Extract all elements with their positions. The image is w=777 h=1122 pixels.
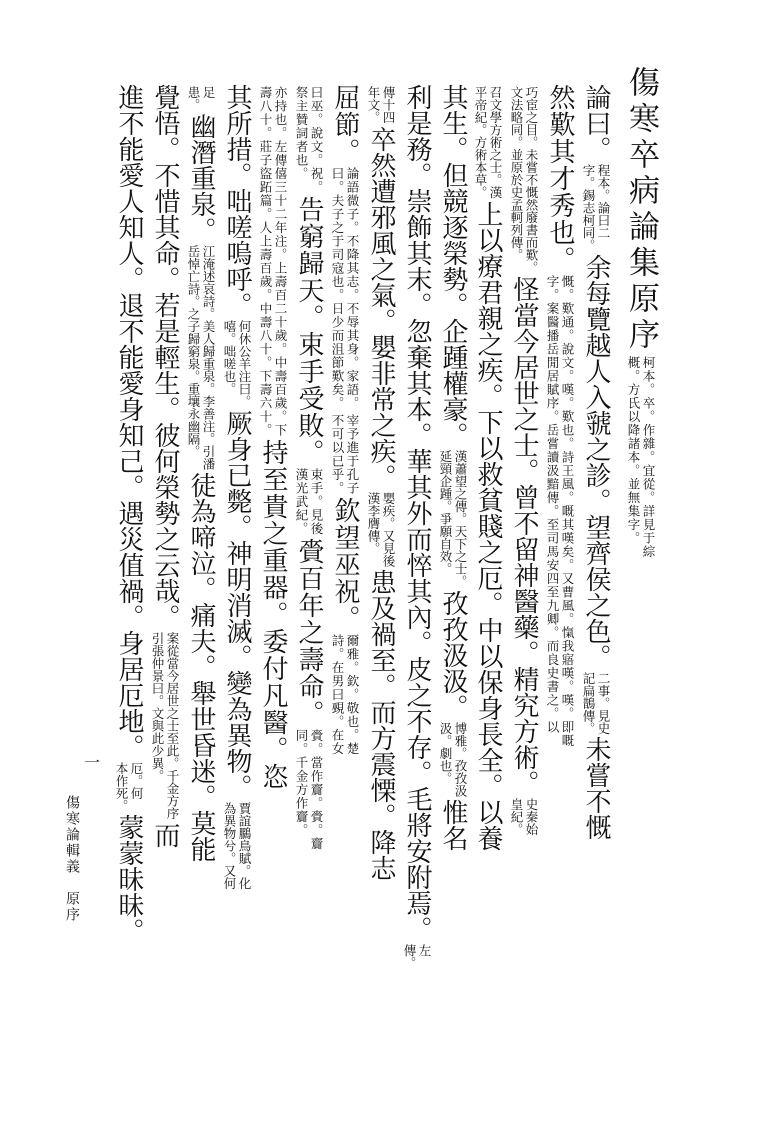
annotation-line: 延頸企踵。爭願自效。 <box>438 450 453 575</box>
document-title: 傷寒卒病論集原序 <box>623 66 659 354</box>
annotation-line: 字。錫志柯同。 <box>581 164 596 252</box>
annotation-line: 嬰疾。又見後 <box>381 491 396 567</box>
main-text: 上以療君親之疾。下以救貧賤之厄。中以保身長全。以養 <box>473 200 503 851</box>
annotation <box>366 492 396 567</box>
text-column <box>400 84 434 969</box>
annotation <box>545 275 575 748</box>
annotation <box>294 86 324 194</box>
main-text: 其生。但競逐榮勢。企踵權豪。 <box>438 84 468 448</box>
main-text: 利是務。崇飾其末。忽棄其本。華其外而悴其內。皮之不存。毛將安附焉。 <box>402 84 432 942</box>
annotation <box>294 468 324 536</box>
main-text: 覺悟。不惜其命。若是輕生。彼何榮勢之云哉。 <box>150 84 180 630</box>
annotation <box>509 798 539 836</box>
annotation-line: 巧宦之目。未嘗不慨然廢書而歎。 <box>524 86 539 274</box>
annotation <box>581 164 611 252</box>
annotation <box>473 86 503 199</box>
annotation-line: 宰予進于孔子 <box>345 414 360 495</box>
annotation-line: 引張仲景曰。文與此少異。 <box>150 632 165 782</box>
annotation <box>186 86 216 111</box>
annotation-line: 厄。何 <box>129 762 144 800</box>
text-column <box>579 84 613 874</box>
main-text: 蒙蒙昧昧。 <box>114 814 144 944</box>
annotation-line: 字。案醫播岳閒居賦序。岳嘗讀汲黯傳。至司馬安四至九卿。而良史書之。以 <box>545 275 560 734</box>
annotation-line: 概。方氏以降諸本。並無集字。 <box>626 356 641 545</box>
main-text: 卒然遭邪風之氣。嬰非常之疾。 <box>366 125 396 490</box>
annotation <box>330 414 360 495</box>
annotation-line: 記扁鵲傳。 <box>581 671 596 734</box>
annotation <box>222 320 252 408</box>
annotation <box>330 634 360 756</box>
main-text: 患及禍至。而方震慄。降志 <box>366 568 396 881</box>
annotation-line: 詩。在男曰覡。在女 <box>330 634 345 756</box>
annotation-line: 曰。夫子之于司寇也。日少而沮節歎矣。 <box>330 167 345 410</box>
text-column <box>328 84 362 874</box>
annotation-line: 年文。 <box>366 86 381 124</box>
annotation <box>438 722 468 797</box>
text-column <box>364 84 398 881</box>
annotation <box>258 86 288 437</box>
text-column <box>112 84 146 944</box>
annotation-line: 漢蕭望之傳。天下之士。 <box>453 450 468 588</box>
annotation <box>330 167 360 410</box>
main-text: 論曰。 <box>581 84 611 162</box>
main-text: 未嘗不慨 <box>581 736 611 840</box>
annotation-line: 江淹述哀詩。美人歸重泉。李善注。引潘 <box>201 245 216 470</box>
annotation <box>222 802 252 890</box>
annotation-line: 傳十四 <box>381 86 396 124</box>
annotation-line: 曰巫。說文。祝。 <box>309 86 324 194</box>
text-column <box>436 84 470 874</box>
main-text: 賫百年之壽命。 <box>294 537 324 727</box>
page-number: 一 <box>84 753 101 772</box>
main-text: 進不能愛人知人。退不能愛身知己。遇災值禍。身居厄地。 <box>114 84 144 760</box>
annotation-line: 二事。見史 <box>596 671 611 734</box>
annotation <box>509 86 539 274</box>
annotation-line: 嘻。咄嗟也。 <box>222 320 237 395</box>
main-text: 怪當今居世之士。曾不留神醫藥。精究方術。 <box>509 275 539 796</box>
annotation <box>150 632 180 820</box>
annotation-line: 足 <box>201 86 216 99</box>
annotation-line: 程本。論曰二 <box>596 164 611 239</box>
annotation-line: 皇紀。 <box>509 797 524 835</box>
main-text: 屈節。 <box>330 84 360 165</box>
text-column <box>543 84 577 874</box>
main-text: 幽潛重泉。 <box>186 113 216 243</box>
main-text: 徒為啼泣。痛夫。舉世昏迷。莫能 <box>186 472 216 862</box>
annotation <box>294 729 324 851</box>
main-text: 而 <box>150 821 180 848</box>
annotation-line: 召文學方術之士。漢 <box>488 86 503 199</box>
annotation-line: 漢李膺傳。 <box>366 491 381 554</box>
main-text: 其所措。咄嗟嗚呼。 <box>222 84 252 318</box>
text-column <box>471 84 505 874</box>
annotation-line: 文法略同。並原於史孟軻列傳。 <box>509 86 524 261</box>
text-column <box>256 84 290 874</box>
annotation-line: 亦持也。左傳僖三十二年注。上壽百二十歲。中壽百歲。下 <box>273 86 288 437</box>
annotation <box>186 245 216 470</box>
annotation-line: 博雅。孜孜汲 <box>453 721 468 797</box>
annotation <box>626 356 656 559</box>
annotation-line: 本作死。 <box>114 762 129 812</box>
annotation-line: 壽八十。莊子盜跖篇。人上壽百歲。中壽八十。下壽六十。 <box>258 86 273 437</box>
main-text: 欽望巫祝。 <box>330 497 360 632</box>
annotation-line: 賈誼鵩鳥賦。化 <box>237 801 252 889</box>
text-column <box>148 84 182 874</box>
annotation-line: 何休公羊注曰。 <box>237 320 252 408</box>
annotation-line: 傳。 <box>402 944 417 969</box>
main-text: 然歎其才秀也。 <box>545 84 575 273</box>
annotation-line: 汲。劇也。 <box>438 721 453 784</box>
text-column <box>184 84 218 874</box>
annotation-line: 慨。歎通。說文。嘆。歎也。詩王風。嘅其嘆矣。又曹風。愾我寤嘆。嘆。即嘅 <box>560 275 575 748</box>
annotation-line: 平帝紀。方術本草。 <box>473 86 488 199</box>
text-column <box>292 84 326 874</box>
text-column <box>507 84 541 874</box>
annotation <box>366 86 396 124</box>
annotation-line: 賫。當作齎。賫。齎 <box>309 728 324 850</box>
annotation-line: 案從當今居世之士至此。千金方序 <box>165 632 180 820</box>
main-text: 孜孜汲汲。 <box>438 589 468 720</box>
annotation-line: 為異物兮。又何 <box>222 801 237 889</box>
annotation-line: 患。 <box>186 86 201 111</box>
annotation-line: 束手。見後 <box>309 468 324 536</box>
annotation-line: 不可以已乎。 <box>330 414 345 495</box>
main-text: 厥身已斃。神明消滅。變為異物。 <box>222 409 252 800</box>
main-text: 告窮歸天。束手受敗。 <box>294 196 324 466</box>
annotation <box>581 672 611 735</box>
annotation-line: 祭主贊詞者也。 <box>294 86 309 181</box>
main-text: 余每覽越人入虢之診。望齊侯之色。 <box>581 253 611 670</box>
main-text: 持至貴之重器。委付凡醫。恣 <box>258 439 288 790</box>
title-column <box>624 66 658 856</box>
text-column <box>220 84 254 889</box>
annotation-line: 柯本。卒。作雜。宜從。詳見于綜 <box>641 356 656 559</box>
annotation-line: 史秦始 <box>524 797 539 835</box>
annotation-line: 左 <box>417 944 432 957</box>
page-footer-title: 傷寒論輯義 原序 <box>64 795 80 923</box>
annotation-line: 爾雅。欽。敬也。楚 <box>345 634 360 756</box>
annotation <box>438 450 468 588</box>
annotation-line: 論語微子。不降其志。不辱其身。家語。 <box>345 167 360 410</box>
main-text: 惟名 <box>438 798 468 851</box>
annotation-line: 岳悼亡詩。之子歸窮泉。重壤永幽隔。 <box>186 245 201 458</box>
annotation-line: 漢光武紀。 <box>294 468 309 536</box>
annotation <box>114 762 144 812</box>
annotation <box>402 944 432 969</box>
annotation-line: 同。千金方作齎。 <box>294 728 309 837</box>
